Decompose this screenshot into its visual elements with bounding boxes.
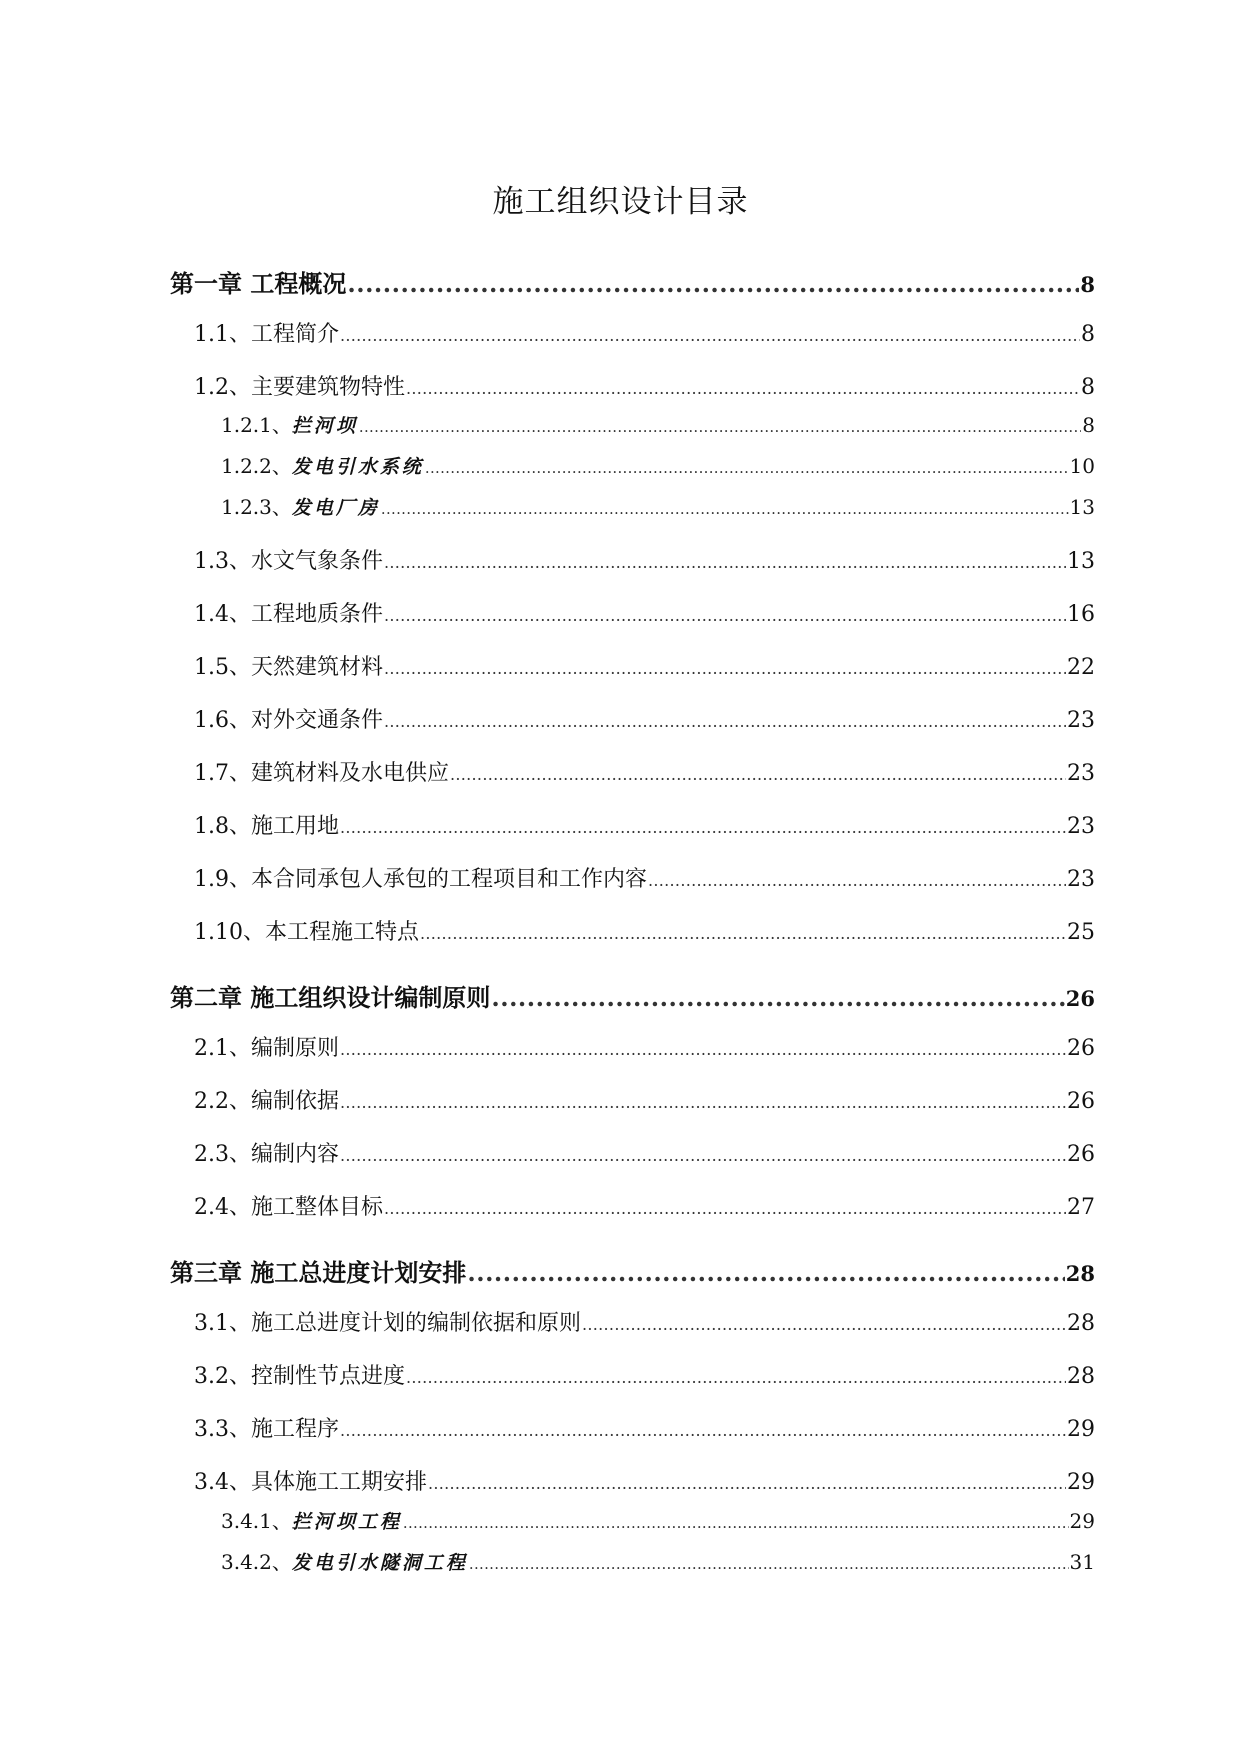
toc-entry-label [221,491,380,520]
toc-entry-label: 1.7、建筑材料及水电供应 [194,761,449,786]
toc-entry-label: 2.2、编制依据 [194,1089,339,1114]
dot-leader [384,659,1066,678]
dot-leader [384,712,1066,731]
toc-page-number: 31 [1069,1550,1095,1574]
toc-page-number: 13 [1067,549,1095,574]
toc-entry-label: 2.4、施工整体目标 [194,1195,383,1220]
dot-leader [467,1258,1064,1287]
dot-leader [406,1368,1066,1387]
toc-section-1-5[interactable] [194,650,1095,682]
dot-leader [469,1555,1069,1573]
toc-entry-label: 2.1、编制原则 [194,1036,339,1061]
toc-page-number: 23 [1067,814,1095,839]
toc-page-number: 8 [1080,272,1095,297]
toc-entry-label: 3.4、具体施工工期安排 [194,1470,427,1495]
toc-entry-label: 1.6、对外交通条件 [194,708,383,733]
toc-section-3-4[interactable] [194,1465,1095,1497]
toc-page-number: 28 [1065,1261,1095,1286]
toc-entry-label [221,1505,402,1534]
toc-section-1-1[interactable] [194,317,1095,349]
dot-leader [648,871,1066,890]
dot-leader [406,379,1080,398]
toc-entry-label [221,450,424,479]
dot-leader [381,500,1069,518]
toc-entry-label: 1.8、施工用地 [194,814,339,839]
dot-leader [428,1474,1066,1493]
toc-page-number: 28 [1067,1364,1095,1389]
toc-entry-number: 3.4.2、 [221,1550,292,1574]
toc-page-number: 22 [1067,655,1095,680]
toc-entry-label: 第三章 施工总进度计划安排 [170,1258,467,1287]
toc-chapter-3[interactable] [170,1253,1095,1287]
document-title: 施工组织设计目录 [492,184,749,220]
toc-chapter-1[interactable] [170,264,1095,298]
toc-section-1-2[interactable] [194,370,1095,402]
dot-leader [384,1199,1066,1218]
toc-section-3-1[interactable] [194,1306,1095,1338]
toc-section-2-2[interactable] [194,1084,1095,1116]
toc-entry-label: 2.3、编制内容 [194,1142,339,1167]
dot-leader [384,553,1066,572]
toc-page-number: 23 [1067,708,1095,733]
toc-entry-label: 1.9、本合同承包人承包的工程项目和工作内容 [194,867,647,892]
toc-entry-label [221,409,358,438]
toc-entry-label [221,1546,468,1575]
toc-section-2-1[interactable] [194,1031,1095,1063]
toc-entry-title: 拦河坝工程 [291,1511,402,1533]
toc-page-number: 10 [1069,454,1095,478]
dot-leader [582,1315,1066,1334]
toc-entry-number: 3.4.1、 [221,1509,292,1533]
toc-entry-title: 发电引水隧洞工程 [291,1552,468,1574]
toc-section-1-10[interactable] [194,915,1095,947]
dot-leader [340,326,1080,345]
toc-section-1-8[interactable] [194,809,1095,841]
toc-entry-label: 1.4、工程地质条件 [194,602,383,627]
toc-entry-label: 3.1、施工总进度计划的编制依据和原则 [194,1311,581,1336]
dot-leader [347,269,1079,298]
toc-section-2-4[interactable] [194,1190,1095,1222]
toc-subsection-1-2-2[interactable] [221,450,1095,480]
toc-page-number: 23 [1067,761,1095,786]
toc-page-number: 8 [1081,322,1095,347]
toc-page-number: 29 [1067,1470,1095,1495]
toc-entry-label: 3.2、控制性节点进度 [194,1364,405,1389]
toc-chapter-2[interactable] [170,978,1095,1012]
toc-subsection-1-2-1[interactable] [221,409,1095,439]
toc-entry-label: 1.2、主要建筑物特性 [194,375,405,400]
toc-entry-label: 3.3、施工程序 [194,1417,339,1442]
dot-leader [340,1093,1066,1112]
toc-page-number: 8 [1082,413,1095,437]
toc-subsection-1-2-3[interactable] [221,491,1095,521]
dot-leader [340,1421,1066,1440]
toc-entry-label: 第一章 工程概况 [170,269,347,298]
toc-page-number: 26 [1067,1142,1095,1167]
dot-leader [450,765,1066,784]
toc-section-3-3[interactable] [194,1412,1095,1444]
toc-entry-label: 1.1、工程简介 [194,322,339,347]
toc-subsection-3-4-1[interactable] [221,1505,1095,1535]
toc-section-1-7[interactable] [194,756,1095,788]
dot-leader [384,606,1066,625]
toc-section-1-3[interactable] [194,544,1095,576]
toc-entry-label: 1.5、天然建筑材料 [194,655,383,680]
toc-entry-label: 1.3、水文气象条件 [194,549,383,574]
dot-leader [340,818,1066,837]
toc-entry-title: 发电引水系统 [291,456,424,478]
toc-entry-title: 发电厂房 [291,497,380,519]
toc-page-number: 26 [1067,1036,1095,1061]
toc-entry-number: 1.2.3、 [221,495,292,519]
dot-leader [340,1146,1066,1165]
toc-page-number: 29 [1069,1509,1095,1533]
toc-entry-number: 1.2.1、 [221,413,292,437]
dot-leader [359,418,1081,436]
toc-page-number: 29 [1067,1417,1095,1442]
toc-page-number: 28 [1067,1311,1095,1336]
toc-page-number: 26 [1065,986,1095,1011]
toc-section-2-3[interactable] [194,1137,1095,1169]
toc-entry-title: 拦河坝 [291,415,358,437]
dot-leader [340,1040,1066,1059]
toc-section-3-2[interactable] [194,1359,1095,1391]
toc-page-number: 13 [1069,495,1095,519]
toc-page-number: 23 [1067,867,1095,892]
toc-page-number: 8 [1081,375,1095,400]
toc-entry-label: 1.10、本工程施工特点 [194,920,419,945]
toc-section-1-9[interactable] [194,862,1095,894]
toc-entry-number: 1.2.2、 [221,454,292,478]
toc-entry-label: 第二章 施工组织设计编制原则 [170,983,491,1012]
toc-section-1-6[interactable] [194,703,1095,735]
dot-leader [403,1514,1069,1532]
dot-leader [491,983,1064,1012]
toc-page-number: 25 [1067,920,1095,945]
toc-subsection-3-4-2[interactable] [221,1546,1095,1576]
dot-leader [425,459,1069,477]
dot-leader [420,924,1066,943]
toc-section-1-4[interactable] [194,597,1095,629]
toc-page-number: 26 [1067,1089,1095,1114]
toc-page-number: 16 [1067,602,1095,627]
toc-page-number: 27 [1067,1195,1095,1220]
